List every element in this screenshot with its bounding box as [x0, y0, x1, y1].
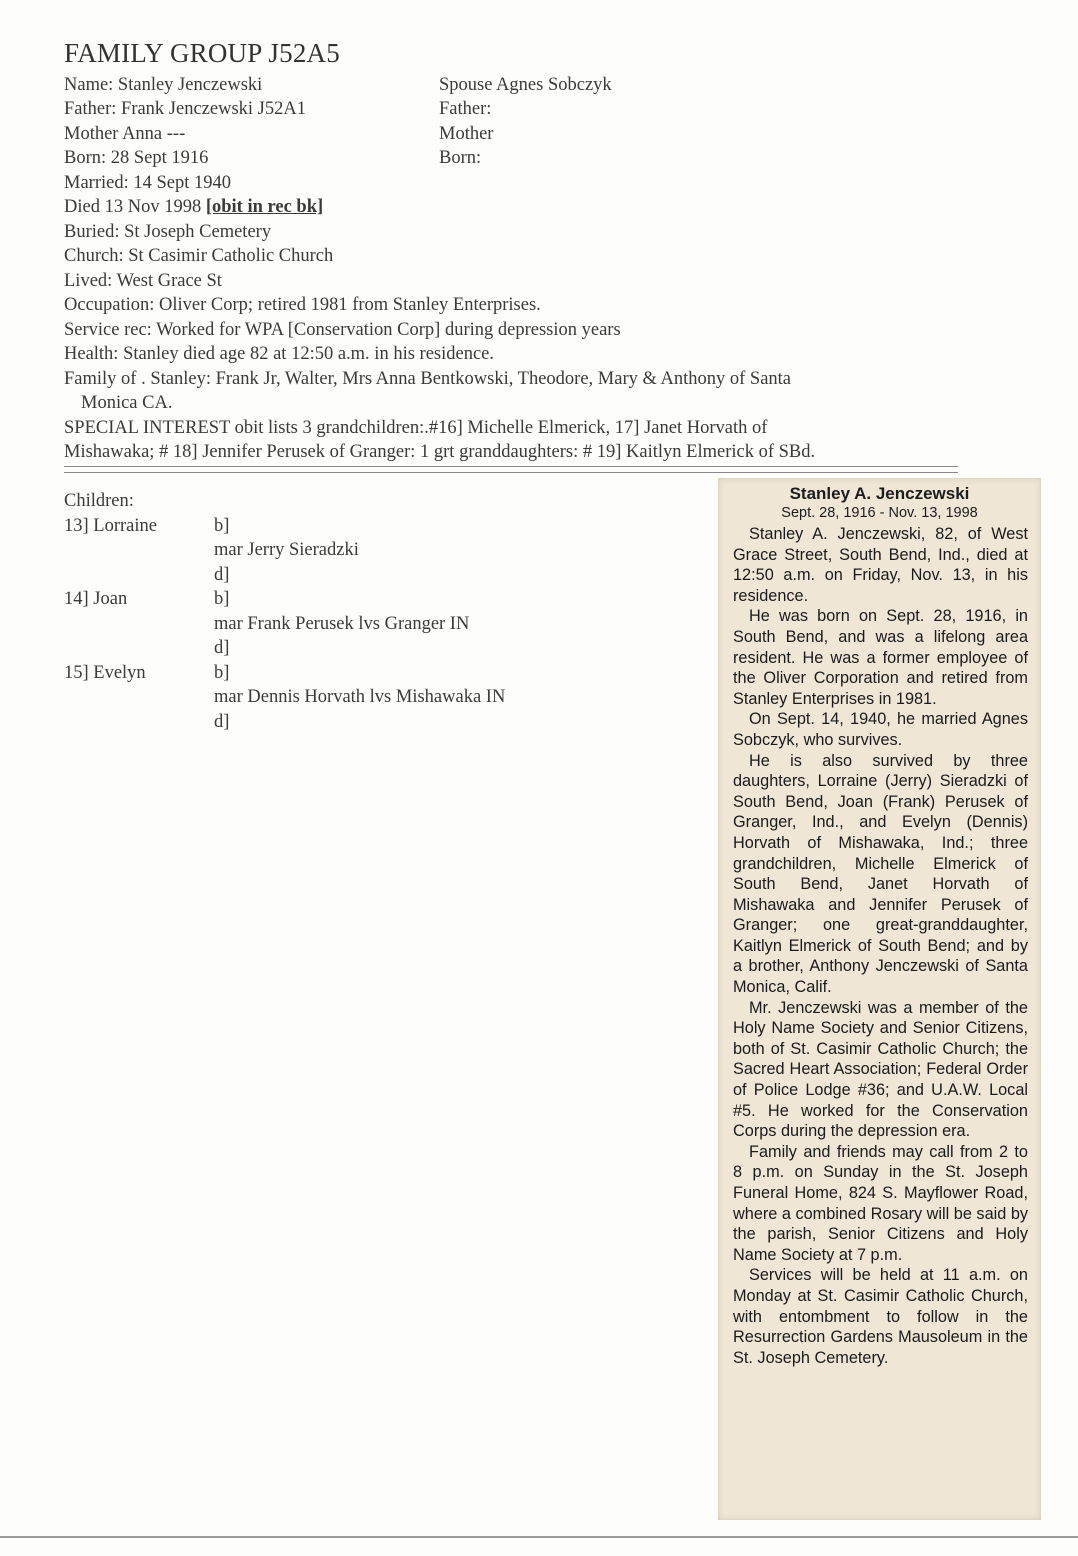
child-married: mar Jerry Sieradzki: [214, 540, 359, 560]
health-line: Health: Stanley died age 82 at 12:50 a.m. in his residence.: [64, 344, 495, 364]
family-line-2: Monica CA.: [81, 393, 173, 413]
mother-line: Mother Anna ---: [64, 124, 186, 144]
obit-body: [733, 524, 1028, 1368]
separator: [64, 466, 958, 473]
spouse-father-line: Father:: [439, 99, 492, 119]
service-line: Service rec: Worked for WPA [Conservation Corp] during depression years: [64, 320, 621, 340]
name-line: Name: Stanley Jenczewski: [64, 75, 263, 95]
child-born: b]: [214, 516, 230, 536]
spouse-born-line: Born:: [439, 148, 482, 168]
buried-line: Buried: St Joseph Cemetery: [64, 222, 272, 242]
special-line-2: Mishawaka; # 18] Jennifer Perusek of Granger: 1 grt granddaughters: # 19] Kaitlyn Elmerick of SBd.: [64, 442, 816, 462]
child-name: 14] Joan: [64, 589, 128, 609]
occupation-line: Occupation: Oliver Corp; retired 1981 from Stanley Enterprises.: [64, 295, 541, 315]
died-date: Died 13 Nov 1998: [64, 197, 202, 217]
obit-paragraph: Stanley A. Jenczewski, 82, of West Grace Street, South Bend, Ind., died at 12:50 a.m. on Friday, Nov. 13, in his residence.: [733, 525, 1028, 605]
obit-paragraph: Family and friends may call from 2 to 8 p.m. on Sunday in the St. Joseph Funeral Home, 824 S. Mayflower Road, where a combined Rosary will be said by the parish, Senior Citizens and Holy Name Society at 7 p.m.: [733, 1142, 1029, 1264]
spouse-line: Spouse Agnes Sobczyk: [439, 75, 612, 95]
children-label: Children:: [64, 491, 134, 511]
married-line: Married: 14 Sept 1940: [64, 173, 231, 193]
child-name: 15] Evelyn: [64, 663, 146, 683]
family-line-1: Family of . Stanley: Frank Jr, Walter, Mrs Anna Bentkowski, Theodore, Mary & Anthony of Santa: [64, 369, 792, 389]
obit-headline: Stanley A. Jenczewski: [789, 484, 970, 503]
page-title: FAMILY GROUP J52A5: [64, 38, 340, 68]
obit-paragraph: Mr. Jenczewski was a member of the Holy Name Society and Senior Citizens, both of St. Casimir Catholic Church; the Sacred Heart Association; Federal Order of Police Lodge #36; and U.A.W. Local #5. He worked for the Conservation Corps during the depression era.: [733, 998, 1028, 1141]
child-name: 13] Lorraine: [64, 516, 157, 536]
special-line-1: SPECIAL INTEREST obit lists 3 grandchildren:.#16] Michelle Elmerick, 17] Janet Horvath of: [64, 418, 768, 438]
child-born: b]: [214, 589, 230, 609]
born-line: Born: 28 Sept 1916: [64, 148, 209, 168]
obit-paragraph: On Sept. 14, 1940, he married Agnes Sobczyk, who survives.: [733, 710, 1028, 749]
child-died: d]: [214, 712, 230, 732]
obit-paragraph: Services will be held at 11 a.m. on Monday at St. Casimir Catholic Church, with entombment to follow in the Resurrection Gardens Mausoleum in the St. Joseph Cemetery.: [733, 1266, 1028, 1367]
died-line: [64, 198, 323, 217]
obituary-clipping: [718, 478, 1041, 1520]
father-line: Father: Frank Jenczewski J52A1: [64, 99, 306, 119]
obit-note: [obit in rec bk]: [205, 197, 324, 217]
child-died: d]: [214, 638, 230, 658]
lived-line: Lived: West Grace St: [64, 271, 222, 291]
scan-edge: [0, 1536, 1078, 1538]
child-married: mar Frank Perusek lvs Granger IN: [214, 614, 470, 634]
obit-paragraph: He is also survived by three daughters, Lorraine (Jerry) Sieradzki of South Bend, Joan (Frank) Perusek of Granger, Ind., and Evelyn (Dennis) Horvath of Mishawaka, Ind.; three grandchildren, Michelle Elmerick of South Bend, Janet Horvath of Mishawaka and Jennifer Perusek of Granger; one great-granddaughter, Kaitlyn Elmerick of South Bend; and by a brother, Anthony Jenczewski of Santa Monica, Calif.: [733, 751, 1028, 997]
church-line: Church: St Casimir Catholic Church: [64, 246, 334, 266]
obit-paragraph: He was born on Sept. 28, 1916, in South Bend, and was a lifelong area resident. He was a former employee of the Oliver Corporation and retired from Stanley Enterprises in 1981.: [733, 607, 1028, 708]
child-born: b]: [214, 663, 230, 683]
obit-dates: Sept. 28, 1916 - Nov. 13, 1998: [781, 505, 978, 521]
child-married: mar Dennis Horvath lvs Mishawaka IN: [214, 687, 506, 707]
spouse-mother-line: Mother: [439, 124, 494, 144]
child-died: d]: [214, 565, 230, 585]
